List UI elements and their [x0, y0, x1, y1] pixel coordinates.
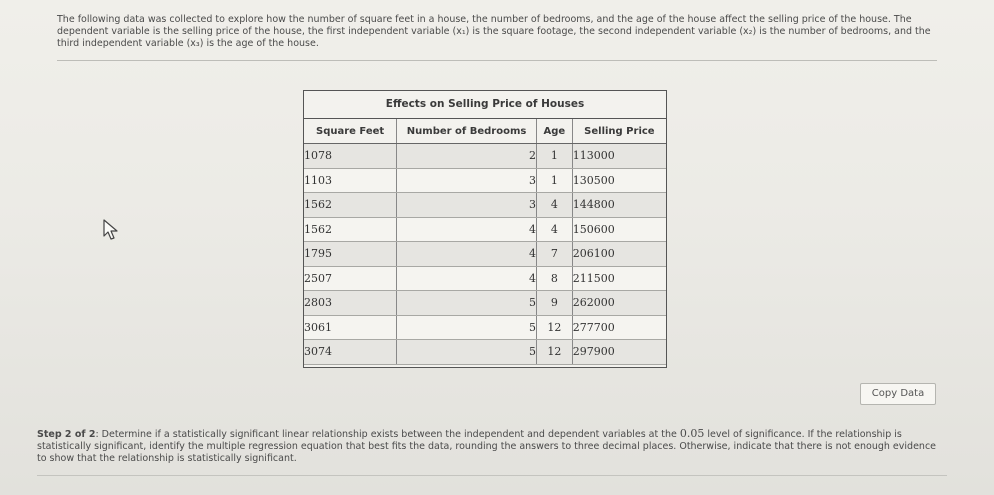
cell-bedrooms: 4: [397, 217, 537, 242]
house-data-table: [304, 119, 666, 365]
cell-square-feet: 1795: [304, 242, 397, 267]
significance-level: 0.05: [679, 427, 705, 440]
table-row: [304, 168, 666, 193]
cell-bedrooms: 5: [397, 291, 537, 316]
header-selling-price: Selling Price: [572, 119, 666, 144]
cell-age: 1: [536, 168, 572, 193]
table-row: [304, 291, 666, 316]
table-row: [304, 266, 666, 291]
cell-selling-price: 297900: [572, 340, 666, 365]
step-divider: [37, 475, 947, 476]
table-header-row: [304, 119, 666, 144]
cell-square-feet: 2803: [304, 291, 397, 316]
cell-bedrooms: 3: [397, 193, 537, 218]
cell-selling-price: 150600: [572, 217, 666, 242]
table-row: [304, 340, 666, 365]
mouse-pointer-icon: [102, 219, 120, 241]
cell-selling-price: 130500: [572, 168, 666, 193]
cell-square-feet: 1103: [304, 168, 397, 193]
cell-bedrooms: 5: [397, 315, 537, 340]
table-row: [304, 315, 666, 340]
header-age: Age: [536, 119, 572, 144]
header-bedrooms: Number of Bedrooms: [397, 119, 537, 144]
cell-selling-price: 144800: [572, 193, 666, 218]
table-row: [304, 193, 666, 218]
cell-age: 4: [536, 193, 572, 218]
question-intro: The following data was collected to explore how the number of square feet in a house, the number of bedrooms, and the age of the house affect the selling price of the house. The dependent variable is the selling price of the house, the first independent variable (x₁) is the square footage, the second independent variable (x₂) is the number of bedrooms, and the third independent variable (x₃) is the age of the house.: [57, 14, 931, 49]
data-table: [303, 90, 667, 368]
table-title: Effects on Selling Price of Houses: [304, 91, 666, 119]
cell-square-feet: 3074: [304, 340, 397, 365]
intro-divider: [57, 60, 937, 61]
cell-selling-price: 113000: [572, 144, 666, 169]
cell-bedrooms: 5: [397, 340, 537, 365]
cell-age: 12: [536, 340, 572, 365]
cell-selling-price: 262000: [572, 291, 666, 316]
cell-age: 9: [536, 291, 572, 316]
step-text-before: : Determine if a statistically significant linear relationship exists between the independent and dependent variables at the: [95, 429, 680, 440]
cell-selling-price: 211500: [572, 266, 666, 291]
cell-square-feet: 1078: [304, 144, 397, 169]
cell-age: 12: [536, 315, 572, 340]
cell-square-feet: 3061: [304, 315, 397, 340]
header-square-feet: Square Feet: [304, 119, 397, 144]
cell-age: 1: [536, 144, 572, 169]
cell-bedrooms: 3: [397, 168, 537, 193]
cell-age: 8: [536, 266, 572, 291]
cell-square-feet: 1562: [304, 217, 397, 242]
cell-bedrooms: 2: [397, 144, 537, 169]
cell-square-feet: 2507: [304, 266, 397, 291]
table-row: [304, 144, 666, 169]
cell-age: 7: [536, 242, 572, 267]
cell-age: 4: [536, 217, 572, 242]
cell-selling-price: 206100: [572, 242, 666, 267]
cell-selling-price: 277700: [572, 315, 666, 340]
table-row: [304, 242, 666, 267]
cell-square-feet: 1562: [304, 193, 397, 218]
table-row: [304, 217, 666, 242]
cell-bedrooms: 4: [397, 242, 537, 267]
step-text-after: level of significance. If the relationship is statistically significant, identify the multiple regression equation that best fits the data, rounding the answers to three decimal places. Otherwise, indicate that there is not enough evidence to show that the relationship is statistically significant.: [37, 429, 937, 464]
step-instructions: [37, 428, 947, 465]
step-label: Step 2 of 2: [37, 429, 96, 440]
copy-data-button[interactable]: Copy Data: [860, 383, 936, 405]
cell-bedrooms: 4: [397, 266, 537, 291]
